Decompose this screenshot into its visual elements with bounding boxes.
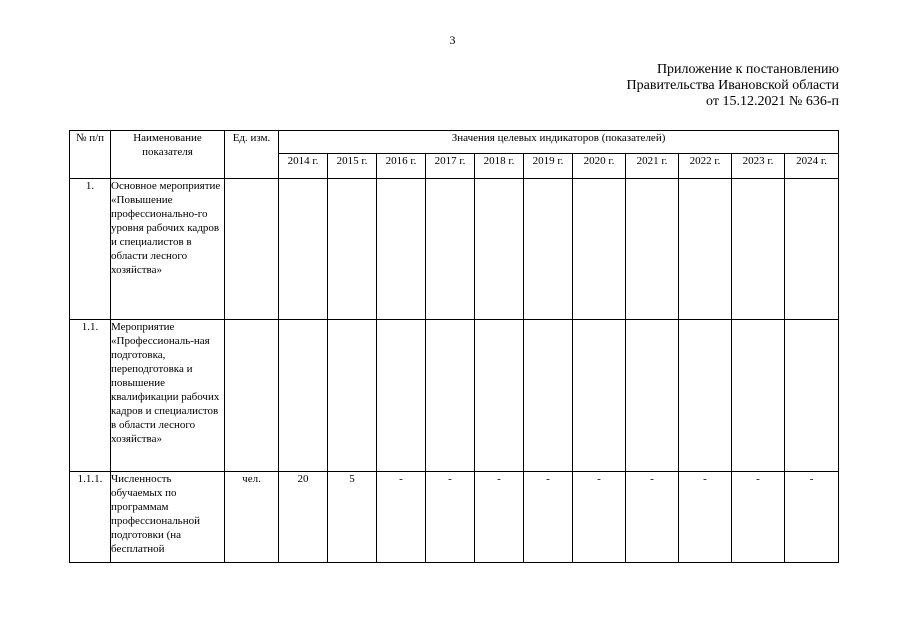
value-cell xyxy=(377,179,426,320)
value-cell xyxy=(328,179,377,320)
header-number: № п/п xyxy=(70,131,111,179)
value-cell xyxy=(279,320,328,472)
value-cell xyxy=(475,179,524,320)
value-cell xyxy=(573,320,626,472)
value-cell: 5 xyxy=(328,472,377,563)
row-name: Основное мероприятие «Повышение профессионально-го уровня рабочих кадров и специалистов в области лесного хозяйства» xyxy=(111,179,225,320)
value-cell xyxy=(377,320,426,472)
indicators-table xyxy=(69,130,839,563)
header-year: 2015 г. xyxy=(328,154,377,179)
appendix-line-1: Приложение к постановлению xyxy=(656,62,839,77)
value-cell: - xyxy=(785,472,839,563)
table-row xyxy=(70,179,839,320)
header-year: 2016 г. xyxy=(377,154,426,179)
value-cell xyxy=(626,320,679,472)
appendix-line-2: Правительства Ивановской области xyxy=(626,78,839,93)
value-cell: - xyxy=(524,472,573,563)
value-cell: - xyxy=(377,472,426,563)
value-cell: - xyxy=(573,472,626,563)
value-cell xyxy=(426,179,475,320)
header-indicator-name: Наименование показателя xyxy=(111,131,225,179)
value-cell: 20 xyxy=(279,472,328,563)
row-number: 1.1.1. xyxy=(70,472,111,563)
header-target-values: Значения целевых индикаторов (показателей) xyxy=(279,131,839,154)
value-cell xyxy=(679,179,732,320)
row-unit xyxy=(225,320,279,472)
value-cell: - xyxy=(679,472,732,563)
value-cell xyxy=(679,320,732,472)
row-name: Мероприятие «Профессиональ-ная подготовка, переподготовка и повышение квалификации рабочих кадров и специалистов в области лесного хозяйства» xyxy=(111,320,225,472)
value-cell xyxy=(524,179,573,320)
value-cell xyxy=(328,320,377,472)
header-year: 2023 г. xyxy=(732,154,785,179)
value-cell xyxy=(785,320,839,472)
appendix-header xyxy=(627,62,839,110)
header-year: 2018 г. xyxy=(475,154,524,179)
value-cell: - xyxy=(426,472,475,563)
value-cell xyxy=(573,179,626,320)
header-year: 2021 г. xyxy=(626,154,679,179)
header-year: 2024 г. xyxy=(785,154,839,179)
row-unit: чел. xyxy=(225,472,279,563)
value-cell xyxy=(426,320,475,472)
header-year: 2017 г. xyxy=(426,154,475,179)
value-cell xyxy=(732,320,785,472)
value-cell: - xyxy=(732,472,785,563)
row-number: 1.1. xyxy=(70,320,111,472)
value-cell: - xyxy=(475,472,524,563)
table-row xyxy=(70,472,839,563)
value-cell xyxy=(279,179,328,320)
row-name: Численность обучаемых по программам профессиональной подготовки (на бесплатной xyxy=(111,472,225,563)
table-row xyxy=(70,320,839,472)
header-unit: Ед. изм. xyxy=(225,131,279,179)
value-cell xyxy=(524,320,573,472)
header-year: 2019 г. xyxy=(524,154,573,179)
value-cell: - xyxy=(626,472,679,563)
header-year: 2020 г. xyxy=(573,154,626,179)
value-cell xyxy=(475,320,524,472)
row-unit xyxy=(225,179,279,320)
value-cell xyxy=(732,179,785,320)
row-number: 1. xyxy=(70,179,111,320)
header-year: 2014 г. xyxy=(279,154,328,179)
value-cell xyxy=(785,179,839,320)
page-number: 3 xyxy=(449,33,456,47)
header-year: 2022 г. xyxy=(679,154,732,179)
appendix-line-3: от 15.12.2021 № 636-п xyxy=(706,94,839,109)
value-cell xyxy=(626,179,679,320)
